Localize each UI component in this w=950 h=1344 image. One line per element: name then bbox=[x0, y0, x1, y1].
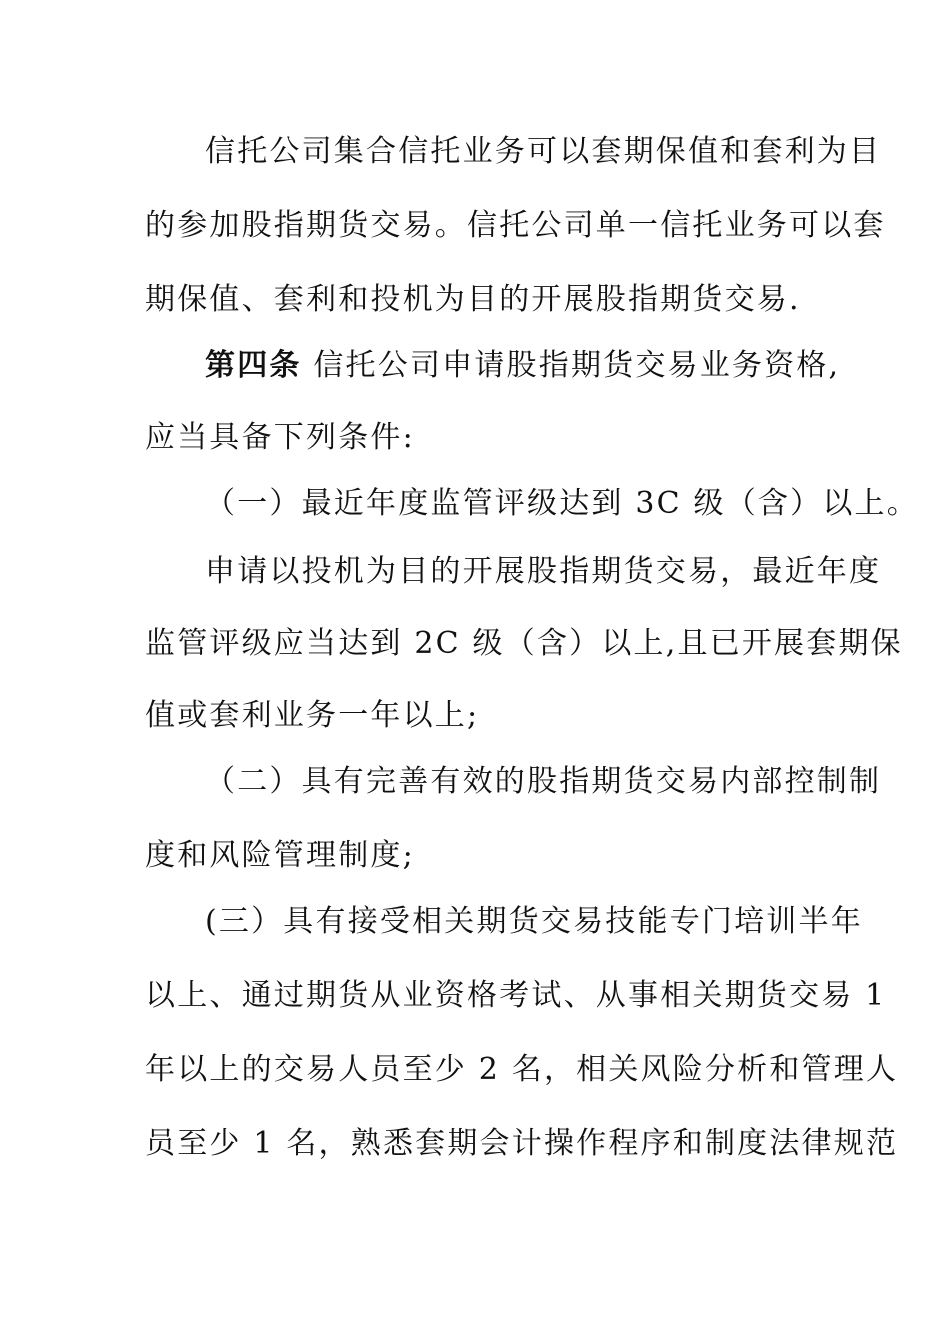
item-2-line-1: （二）具有完善有效的股指期货交易内部控制制 bbox=[205, 764, 882, 799]
item-1-line-2: 申请以投机为目的开展股指期货交易，最近年度 bbox=[205, 554, 882, 589]
item-2-line-2: 度和风险管理制度; bbox=[145, 838, 415, 873]
article-4-line-2: 应当具备下列条件: bbox=[145, 420, 415, 455]
paragraph-1-line-3: 期保值、套利和投机为目的开展股指期货交易. bbox=[145, 282, 801, 317]
item-3-line-2: 以上、通过期货从业资格考试、从事相关期货交易 1 bbox=[145, 978, 887, 1013]
item-3-line-4: 员至少 1 名，熟悉套期会计操作程序和制度法律规范 bbox=[145, 1126, 899, 1161]
article-4-line-1-text: 信托公司申请股指期货交易业务资格, bbox=[301, 348, 841, 383]
item-3-line-1: (三）具有接受相关期货交易技能专门培训半年 bbox=[205, 904, 863, 939]
paragraph-1-line-2: 的参加股指期货交易。信托公司单一信托业务可以套 bbox=[145, 208, 886, 243]
paragraph-1-line-1: 信托公司集合信托业务可以套期保值和套利为目 bbox=[205, 134, 882, 169]
article-4-heading: 第四条 bbox=[205, 348, 302, 383]
item-3-line-3: 年以上的交易人员至少 2 名，相关风险分析和管理人 bbox=[145, 1052, 899, 1087]
article-4-line-1 bbox=[205, 346, 865, 386]
item-1-line-1: （一）最近年度监管评级达到 3C 级（含）以上。 bbox=[205, 486, 919, 521]
item-1-line-4: 值或套利业务一年以上; bbox=[145, 698, 480, 733]
item-1-line-3: 监管评级应当达到 2C 级（含）以上,且已开展套期保 bbox=[145, 626, 903, 661]
